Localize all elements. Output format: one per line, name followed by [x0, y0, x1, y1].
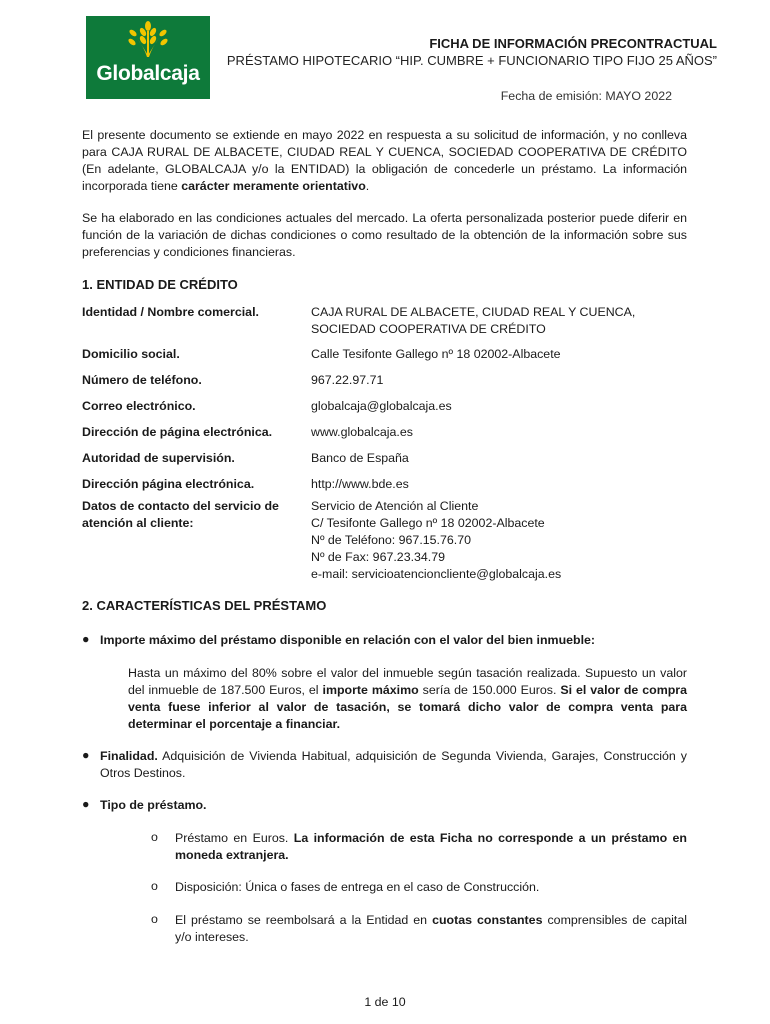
section-1-heading: 1. ENTIDAD DE CRÉDITO — [82, 277, 238, 292]
bold-text: Si el valor de compra venta fuese inferior al valor de tasación, se tomará dicho valor de compra venta para determinar el porcentaje a financiar. — [128, 683, 687, 731]
website-link[interactable]: www.globalcaja.es — [311, 425, 413, 439]
row-value: Banco de España — [311, 451, 409, 465]
bullet-max-amount: Importe máximo del préstamo disponible en relación con el valor del bien inmueble: — [100, 633, 596, 647]
contact-email-link[interactable]: e-mail: servicioatencioncliente@globalcaja.es — [311, 567, 562, 581]
document-subtitle: PRÉSTAMO HIPOTECARIO “HIP. CUMBRE + FUNCIONARIO TIPO FIJO 25 AÑOS” — [226, 53, 717, 68]
row-label: Domicilio social. — [82, 347, 180, 361]
row-label: Número de teléfono. — [82, 373, 202, 387]
max-amount-paragraph — [128, 665, 687, 733]
row-value: Calle Tesifonte Gallego nº 18 02002-Albacete — [311, 347, 561, 361]
bullet-loan-type: Tipo de préstamo. — [100, 798, 207, 812]
row-label: Autoridad de supervisión. — [82, 451, 235, 465]
email-link[interactable]: globalcaja@globalcaja.es — [311, 399, 452, 413]
bullet-icon: ● — [82, 797, 90, 811]
intro-paragraph-1 — [82, 127, 687, 195]
bold-text: cuotas constantes — [432, 913, 543, 927]
circle-bullet-icon: o — [151, 912, 158, 926]
bullet-purpose — [100, 748, 687, 782]
row-label: Identidad / Nombre comercial. — [82, 305, 259, 319]
text: Hasta un máximo del 80% sobre el valor del inmueble según tasación realizada. Supuesto un valor del inmueble de 187.500 Euros, el — [128, 666, 687, 697]
contact-label-line-2: atención al cliente: — [82, 516, 194, 530]
text: Adquisición de Vivienda Habitual, adquisición de Segunda Vivienda, Garajes, Construcción y Otros Destinos. — [100, 749, 687, 780]
contact-line: Nº de Teléfono: 967.15.76.70 — [311, 533, 471, 547]
contact-line: Servicio de Atención al Cliente — [311, 499, 479, 513]
circle-bullet-icon: o — [151, 830, 158, 844]
globalcaja-logo — [86, 16, 210, 99]
contact-line: Nº de Fax: 967.23.34.79 — [311, 550, 446, 564]
bde-link[interactable]: http://www.bde.es — [311, 477, 409, 491]
intro-text: El presente documento se extiende en mayo 2022 en respuesta a su solicitud de información, y no conlleva para CAJA RURAL DE ALBACETE, CIUDAD REAL Y CUENCA, SOCIEDAD COOPERATIVA DE CRÉDITO (En adelante, GLOBALCAJA y/o la ENTIDAD) la obligación de concederle un préstamo. La información incorporada tiene — [82, 128, 687, 193]
intro-paragraph-2: Se ha elaborado en las condiciones actuales del mercado. La oferta personalizada posterior puede diferir en función de la variación de dichas condiciones o como resultado de la obtención de la información sobre sus preferencias y condiciones financieras. — [82, 211, 687, 259]
row-value: CAJA RURAL DE ALBACETE, CIUDAD REAL Y CUENCA, SOCIEDAD COOPERATIVA DE CRÉDITO — [311, 305, 636, 336]
intro-bold: carácter meramente orientativo — [181, 179, 366, 193]
bold-text: importe máximo — [322, 683, 419, 697]
text: El préstamo se reembolsará a la Entidad en — [175, 913, 433, 927]
text: comprensibles de capital y/o intereses. — [175, 913, 687, 944]
contact-details — [311, 498, 691, 583]
sub-item-currency — [175, 830, 687, 864]
contact-label — [82, 498, 297, 532]
page-number: 1 de 10 — [364, 995, 406, 1009]
bold-text: Finalidad. — [100, 749, 158, 763]
text: Préstamo en Euros. — [175, 831, 294, 845]
logo-wordmark: Globalcaja — [96, 62, 200, 85]
circle-bullet-icon: o — [151, 879, 158, 893]
document-title: FICHA DE INFORMACIÓN PRECONTRACTUAL — [429, 36, 717, 51]
row-label: Dirección de página electrónica. — [82, 425, 273, 439]
row-label: Dirección página electrónica. — [82, 477, 255, 491]
intro-end: . — [365, 179, 370, 193]
row-value: 967.22.97.71 — [311, 373, 384, 387]
bold-text: La información de esta Ficha no corresponde a un préstamo en moneda extranjera. — [175, 831, 687, 862]
contact-line: C/ Tesifonte Gallego nº 18 02002-Albacete — [311, 516, 545, 530]
bullet-icon: ● — [82, 632, 90, 646]
bullet-icon: ● — [82, 748, 90, 762]
row-label: Correo electrónico. — [82, 399, 196, 413]
emission-date: Fecha de emisión: MAYO 2022 — [500, 89, 672, 103]
text: sería de 150.000 Euros. — [418, 683, 561, 697]
sub-item-repayment — [175, 912, 687, 946]
section-2-heading: 2. CARACTERÍSTICAS DEL PRÉSTAMO — [82, 598, 327, 613]
contact-label-line-1: Datos de contacto del servicio de — [82, 499, 279, 513]
wheat-icon — [124, 21, 172, 61]
sub-item-disposition: Disposición: Única o fases de entrega en el caso de Construcción. — [175, 880, 540, 894]
